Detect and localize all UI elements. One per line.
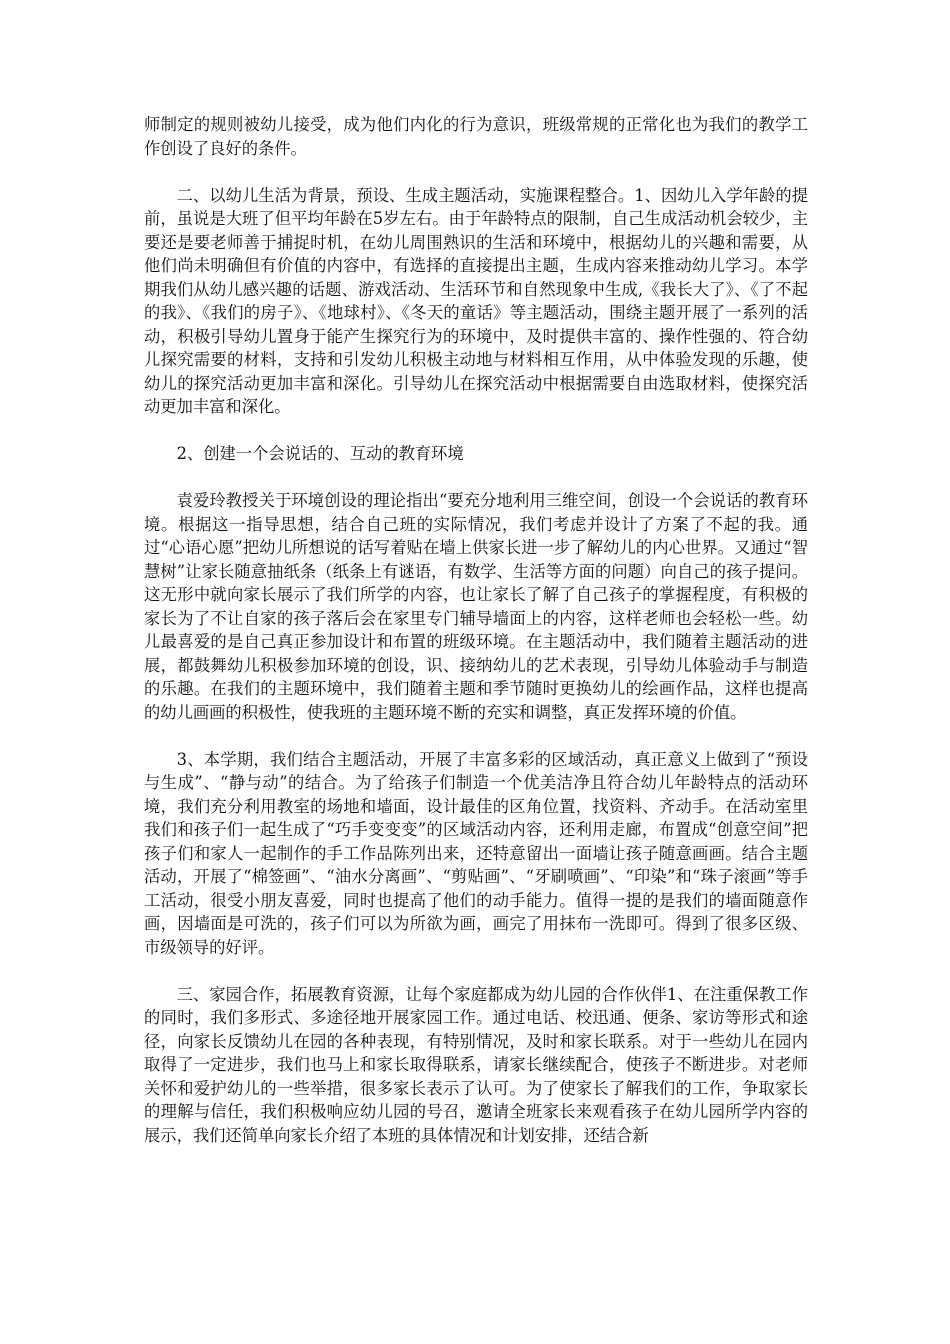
paragraph-section-three: 三、家园合作，拓展教育资源，让每个家庭都成为幼儿园的合作伙伴1、在注重保教工作的同时，我们多形式、多途径地开展家园工作。通过电话、校迅通、便条、家访等形式和途径，向家长反馈幼儿在园的各种表现，有特别情况，及时和家长联系。对于一些幼儿在园内取得了一定进步，我们也马上和家长取得联系，请家长继续配合，使孩子不断进步。对老师关怀和爱护幼儿的一些举措，很多家长表示了认可。为了使家长了解我们的工作，争取家长的理解与信任，我们积极响应幼儿园的号召，邀请全班家长来观看孩子在幼儿园所学内容的展示，我们还简单向家长介绍了本班的具体情况和计划安排，还结合新 (144, 984, 808, 1145)
paragraph-environment: 袁爱玲教授关于环境创设的理论指出“要充分地利用三维空间，创设一个会说话的教育环境。根据这一指导思想，结合自己班的实际情况，我们考虑并设计了方案了不起的我。通过“心语心愿”把幼儿所想说的话写着贴在墙上供家长进一步了解幼儿的内心世界。又通过“智慧树”让家长随意抽纸条（纸条上有谜语，有数学、生活等方面的问题）向自己的孩子提问。这无形中就向家长展示了我们所学的内容，也让家长了解了自己孩子的掌握程度，有积极的家长为了不让自家的孩子落后会在家里专门辅导墙面上的内容，这样老师也会轻松一些。幼儿最喜爱的是自己真正参加设计和布置的班级环境。在主题活动中，我们随着主题活动的进展，都鼓舞幼儿积极参加环境的创设，识、接纳幼儿的艺术表现，引导幼儿体验动手与制造的乐趣。在我们的主题环境中，我们随着主题和季节随时更换幼儿的绘画作品，这样也提高的幼儿画画的积极性，使我班的主题环境不断的充实和调整，真正发挥环境的价值。 (144, 491, 808, 722)
paragraph-continuation: 师制定的规则被幼儿接受，成为他们内化的行为意识，班级常规的正常化也为我们的教学工作创设了良好的条件。 (144, 115, 808, 158)
paragraph-heading-environment: 2、创建一个会说话的、互动的教育环境 (176, 444, 464, 463)
paragraph-area-activities: 3、本学期，我们结合主题活动，开展了丰富多彩的区域活动，真正意义上做到了“预设与生成”、“静与动”的结合。为了给孩子们制造一个优美洁净且符合幼儿年龄特点的活动环境，我们充分利用教室的场地和墙面，设计最佳的区角位置，找资料、齐动手。在活动室里我们和孩子们一起生成了“巧手变变变”的区域活动内容，还利用走廊，布置成“创意空间”把孩子们和家人一起制作的手工作品陈列出来，还特意留出一面墙让孩子随意画画。结合主题活动，开展了“棉签画”、“油水分离画”、“剪贴画”、“牙刷喷画”、“印染”和“珠子滚画”等手工活动，很受小朋友喜爱，同时也提高了他们的动手能力。值得一提的是我们的墙面随意作画，因墙面是可洗的，孩子们可以为所欲为画，画完了用抹布一洗即可。得到了很多区级、市级领导的好评。 (144, 749, 808, 957)
document-page (144, 113, 808, 1171)
paragraph-section-two: 二、以幼儿生活为背景，预设、生成主题活动，实施课程整合。1、因幼儿入学年龄的提前，虽说是大班了但平均年龄在5岁左右。由于年龄特点的限制，自己生成活动机会较少，主要还是要老师善于捕捉时机，在幼儿周围熟识的生活和环境中，根据幼儿的兴趣和需要，从他们尚未明确但有价值的内容中，有选择的直接提出主题，生成内容来推动幼儿学习。本学期我们从幼儿感兴趣的话题、游戏活动、生活环节和自然现象中生成,《我长大了》、《了不起的我》、《我们的房子》、《地球村》、《冬天的童话》等主题活动，围绕主题开展了一系列的活动，积极引导幼儿置身于能产生探究行为的环境中，及时提供丰富的、操作性强的、符合幼儿探究需要的材料，支持和引发幼儿积极主动地与材料相互作用，从中体验发现的乐趣，使幼儿的探究活动更加丰富和深化。引导幼儿在探究活动中根据需要自由选取材料，使探究活动更加丰富和深化。 (144, 185, 808, 416)
